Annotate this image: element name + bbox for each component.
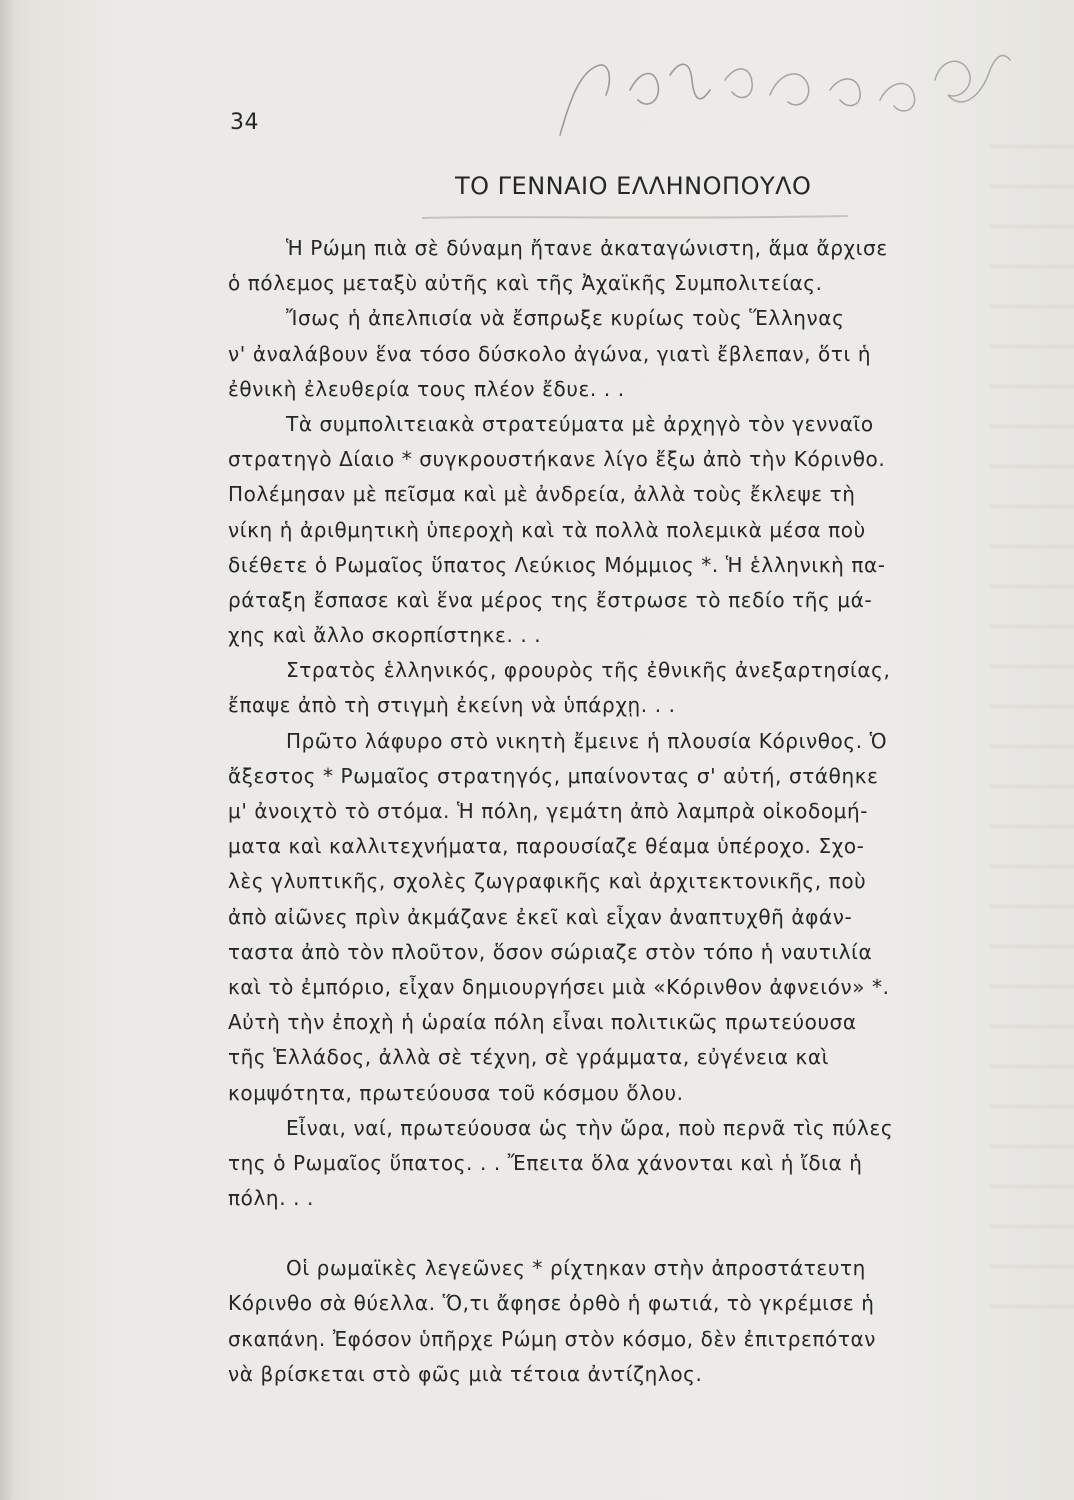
text-line: χης καὶ ἄλλο σκορπίστηκε. . . <box>228 623 542 648</box>
page-number: 34 <box>230 110 259 135</box>
text-line: ἔπαψε ἀπὸ τὴ στιγμὴ ἐκείνη νὰ ὑπάρχῃ. . . <box>228 693 676 718</box>
text-line: Ἡ Ρώμη πιὰ σὲ δύναμη ἤτανε ἀκαταγώνιστη, ἅμα ἄρχισε <box>286 236 888 260</box>
text-line: Πρῶτο λάφυρο στὸ νικητὴ ἔμεινε ἡ πλουσία Κόρινθος. Ὁ <box>286 728 888 753</box>
body-text <box>228 231 1058 1392</box>
chapter-title: ΤΟ ΓΕΝΝΑΙΟ ΕΛΛΗΝΟΠΟΥΛΟ <box>455 172 812 200</box>
text-line: λὲς γλυπτικῆς, σχολὲς ζωγραφικῆς καὶ ἀρχιτεκτονικῆς, ποὺ <box>228 869 867 894</box>
text-line: ν' ἀναλάβουν ἕνα τόσο δύσκολο ἀγώνα, γιατὶ ἔβλεπαν, ὅτι ἡ <box>228 341 872 366</box>
text-line: ταστα ἀπὸ τὸν πλοῦτον, ὅσον σώριαζε στὸν τόπο ἡ ναυτιλία <box>228 939 873 964</box>
title-underline <box>420 212 850 222</box>
text-line: πόλη. . . <box>228 1186 314 1211</box>
text-line: ὁ πόλεμος μεταξὺ αὐτῆς καὶ τῆς Ἀχαϊκῆς Συμπολιτείας. <box>228 271 823 296</box>
handwritten-note <box>540 40 1020 150</box>
text-line: νίκη ἡ ἀριθμητικὴ ὑπεροχὴ καὶ τὰ πολλὰ πολεμικὰ μέσα ποὺ <box>228 517 866 542</box>
text-line: τῆς Ἑλλάδος, ἀλλὰ σὲ τέχνη, σὲ γράμματα, εὐγένεια καὶ <box>228 1045 830 1070</box>
text-line: στρατηγὸ Δίαιο * συγκρουστήκανε λίγο ἔξω ἀπὸ τὴν Κόρινθο. <box>228 447 886 472</box>
text-line: Αὐτὴ τὴν ἐποχὴ ἡ ὡραία πόλη εἶναι πολιτικῶς πρωτεύουσα <box>228 1010 857 1035</box>
text-line: νὰ βρίσκεται στὸ φῶς μιὰ τέτοια ἀντίζηλος. <box>228 1361 703 1386</box>
text-line: ἐθνικὴ ἐλευθερία τους πλέον ἔδυε. . . <box>228 376 625 401</box>
text-line: ράταξη ἔσπασε καὶ ἕνα μέρος της ἔστρωσε τὸ πεδίο τῆς μά- <box>228 587 873 612</box>
text-line: καὶ τὸ ἐμπόριο, εἶχαν δημιουργήσει μιὰ «Κόρινθον ἀφνειόν» *. <box>228 974 890 999</box>
text-line: της ὁ Ρωμαῖος ὕπατος. . . Ἔπειτα ὅλα χάνονται καὶ ἡ ἴδια ἡ <box>228 1150 863 1175</box>
text-line: Στρατὸς ἑλληνικός, φρουρὸς τῆς ἐθνικῆς ἀνεξαρτησίας, <box>286 658 891 683</box>
text-line: Εἶναι, ναί, πρωτεύουσα ὡς τὴν ὥρα, ποὺ περνᾶ τὶς πύλες <box>286 1115 894 1140</box>
text-line: Οἱ ρωμαϊκὲς λεγεῶνες * ρίχτηκαν στὴν ἀπροστάτευτη <box>286 1256 866 1281</box>
text-line: σκαπάνη. Ἐφόσον ὑπῆρχε Ρώμη στὸν κόσμο, δὲν ἐπιτρεπόταν <box>228 1326 877 1351</box>
text-line: μ' ἀνοιχτὸ τὸ στόμα. Ἡ πόλη, γεμάτη ἀπὸ λαμπρὰ οἰκοδομή- <box>228 799 869 823</box>
text-line: ἄξεστος * Ρωμαῖος στρατηγός, μπαίνοντας σ' αὐτή, στάθηκε <box>228 763 879 788</box>
text-line: ἀπὸ αἰῶνες πρὶν ἀκμάζανε ἐκεῖ καὶ εἶχαν ἀναπτυχθῆ ἀφάν- <box>228 904 853 929</box>
text-line: διέθετε ὁ Ρωμαῖος ὕπατος Λεύκιος Μόμμιος *. Ἡ ἑλληνικὴ πα- <box>228 552 886 577</box>
text-line: κομψότητα, πρωτεύουσα τοῦ κόσμου ὅλου. <box>228 1080 684 1105</box>
text-line: Τὰ συμπολιτειακὰ στρατεύματα μὲ ἀρχηγὸ τὸν γενναῖο <box>286 411 874 436</box>
text-line: Πολέμησαν μὲ πεῖσμα καὶ μὲ ἀνδρεία, ἀλλὰ τοὺς ἔκλεψε τὴ <box>228 482 856 507</box>
binding-shadow <box>0 0 14 1500</box>
text-line: Κόρινθο σὰ θύελλα. Ὅ,τι ἄφησε ὀρθὸ ἡ φωτιά, τὸ γκρέμισε ἡ <box>228 1291 875 1316</box>
text-line: Ἴσως ἡ ἀπελπισία νὰ ἔσπρωξε κυρίως τοὺς Ἕλληνας <box>286 306 845 331</box>
text-line: ματα καὶ καλλιτεχνήματα, παρουσίαζε θέαμα ὑπέροχο. Σχο- <box>228 834 865 859</box>
paragraph-gap <box>228 1216 1058 1251</box>
